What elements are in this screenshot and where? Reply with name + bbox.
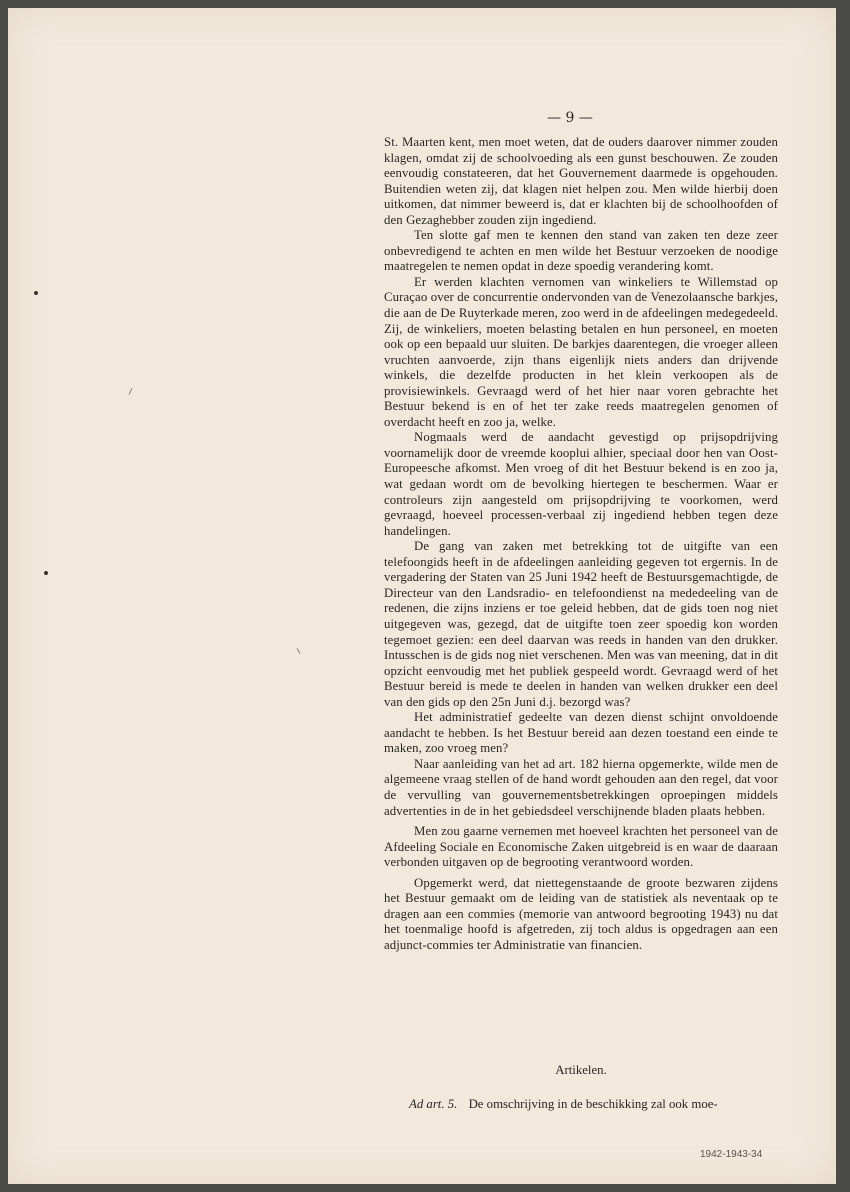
paragraph: Het administratief gedeelte van dezen dienst schijnt onvoldoende aandacht te hebben. Is het Bestuur bereid aan dezen toestand een einde te maken, zoo vroeg men? bbox=[384, 710, 778, 756]
footer-code: 1942-1943-34 bbox=[700, 1149, 763, 1160]
paper-speck bbox=[34, 291, 38, 295]
paper-mark bbox=[297, 648, 301, 654]
paragraph: Naar aanleiding van het ad art. 182 hierna opgemerkte, wilde men de algemeene vraag stellen of de hand wordt gehouden aan den regel, dat voor de vervulling van gouvernementsbetrekkingen oproepingen middels advertenties in de in het gebiedsdeel verschijnende bladen plaats hebben. bbox=[384, 756, 778, 818]
paragraph: Opgemerkt werd, dat niettegenstaande de groote bezwaren zijdens het Bestuur gemaakt om de leiding van de statistiek als neventaak op te dragen aan een commies (memorie van antwoord begrooting 1943) nu dat het toenmalige hoofd is afgetreden, zij toch aldus is opgedragen aan een adjunct-commies ter Administratie van financien. bbox=[384, 875, 778, 952]
paragraph: Er werden klachten vernomen van winkeliers te Willemstad op Curaçao over de concurrentie ondervonden van de Venezolaansche barkjes, die aan de De Ruyterkade meren, zoo werd in de afdeelingen medegedeeld. Zij, de winkeliers, moeten belasting betalen en hun personeel, en moeten ook op een bepaald uur sluiten. De barkjes daarentegen, die vroeger alleen vruchten aanvoerde, zijn thans eigenlijk niets anders dan drijvende winkels, die dezelfde producten in het klein verkoopen als de provisiewinkels. Gevraagd werd of het hier naar voren gebrachte het Bestuur bekend is en of het ter zake reeds maatregelen genomen of overdacht heeft en zoo ja, welke. bbox=[384, 274, 778, 429]
paragraph: Nogmaals werd de aandacht gevestigd op prijsopdrijving voornamelijk door de vreemde kooplui alhier, speciaal door hen van Oost-Europeesche afkomst. Men vroeg of dit het Bestuur bekend is en zoo ja, wat gedaan wordt om de bevolking hiertegen te beschermen. Waar er controleurs zijn aangesteld om prijsopdrijving te voorkomen, werd gevraagd, hoeveel processen-verbaal zij ingediend hebben tegen deze handelingen. bbox=[384, 430, 778, 538]
article-label: Ad art. 5. bbox=[409, 1097, 458, 1111]
body-text bbox=[384, 135, 778, 953]
paper-mark bbox=[129, 388, 133, 395]
paragraph: Ten slotte gaf men te kennen den stand van zaken ten deze zeer onbevredigend te achten en men wilde het Bestuur verzoeken de noodige maatregelen te nemen opdat in deze spoedig verandering komt. bbox=[384, 228, 778, 274]
section-heading: Artikelen. bbox=[555, 1063, 607, 1077]
article-line bbox=[409, 1097, 789, 1112]
paragraph: Men zou gaarne vernemen met hoeveel krachten het personeel van de Afdeeling Sociale en Economische Zaken uitgebreid is en waar de daaraan verbonden uitgaven op de begrooting verantwoord worden. bbox=[384, 824, 778, 870]
paragraph: De gang van zaken met betrekking tot de uitgifte van een telefoongids heeft in de afdeelingen aanleiding gegeven tot ergernis. In de vergadering der Staten van 25 Juni 1942 heeft de Bestuursgemachtigde, de Directeur van den Landsradio- en telefoondienst na mededeeling van de redenen, die zijns inziens er toe geleid hebben, dat de gids toen nog niet uitgegeven was, gezegd, dat de uitgifte toen zeer spoedig kon worden tegemoet gezien: een deel daarvan was reeds in handen van den drukker. Intusschen is de gids nog niet verschenen. Men was van meening, dat in dit opzicht eenvoudig met het publiek gespeeld wordt. Gevraagd werd of het Bestuur bereid is mede te deelen in handen van welken drukker een deel van den gids op den 25n Juni d.j. bezorgd was? bbox=[384, 539, 778, 709]
paragraph: St. Maarten kent, men moet weten, dat de ouders daarover nimmer zouden klagen, omdat zij de schoolvoeding als een gunst beschouwen. Ze zouden eenvoudig constateeren, dat het Gouvernement daarmede is opgehouden. Buitendien weten zij, dat klagen niet helpen zou. Men wilde hierbij doen uitkomen, dat nimmer beweerd is, dat er klachten bij de schoolhoofden of den Gezaghebber zouden zijn ingediend. bbox=[384, 135, 778, 227]
page-number: — 9 — bbox=[547, 110, 593, 126]
article-text: De omschrijving in de beschikking zal ook moe- bbox=[468, 1097, 718, 1111]
paper-speck bbox=[44, 571, 48, 575]
